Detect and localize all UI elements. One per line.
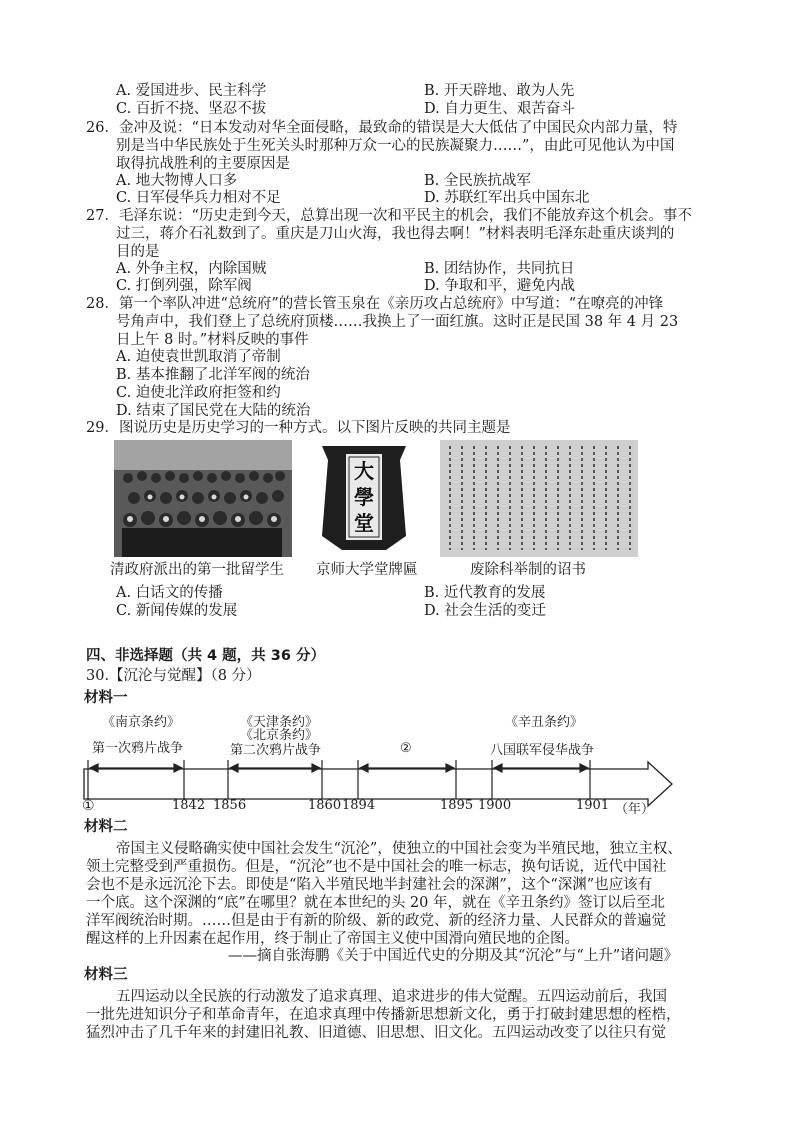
material1-title: 材料一 [84, 690, 128, 706]
plaque-char-2: 學 [354, 485, 374, 509]
material3-line3: 猛烈冲击了几千年来的封建旧礼教、旧道德、旧思想、旧文化。五四运动改变了以往只有觉 [86, 1025, 666, 1041]
q26-option-d: D. 苏联红军出兵中国东北 [424, 190, 590, 206]
section-title: 四、非选择题（共 4 题，共 36 分） [86, 648, 325, 664]
q29-option-a: A. 白话文的传播 [116, 585, 223, 601]
label-xinchou-treaty: 《辛丑条约》 [505, 715, 584, 730]
caption-students: 清政府派出的第一批留学生 [110, 562, 284, 578]
q27-stem-line2: 过三，蒋介石礼数到了。重庆是刀山火海，我也得去啊！”材料表明毛泽东赴重庆谈判的 [116, 226, 675, 242]
q25-option-c: C. 百折不挠、坚忍不拔 [116, 101, 267, 117]
caption-edict: 废除科举制的诏书 [470, 562, 586, 578]
q30-title: 30.【沉沦与觉醒】（8 分） [86, 668, 261, 684]
label-second-opium-war: 第二次鸦片战争 [230, 743, 322, 758]
material2-line1: 帝国主义侵略确实使中国社会发生“沉沦”，使独立的中国社会变为半殖民地，独立主权、 [116, 841, 682, 857]
material2-line2: 领土完整受到严重损伤。但是，“沉沦”也不是中国社会的唯一标志，换句话说，近代中国社 [86, 859, 667, 875]
q26-option-b: B. 全民族抗战军 [424, 173, 531, 189]
tick-1894: 1894 [342, 798, 376, 813]
material2-line3: 会也不是永远沉沦下去。即使是“陷入半殖民地半封建社会的深渊”，这个“深渊”也应该有 [86, 877, 653, 893]
q28-stem-line3: 日上午 8 时。”材料反映的事件 [116, 332, 309, 348]
q28-stem-line1: 28．第一个率队冲进“总统府”的营长管玉泉在《亲历攻占总统府》中写道：“在嘹亮的冲锋 [86, 296, 664, 312]
tick-year-unit: （年） [615, 802, 655, 817]
q27-stem-line1: 27．毛泽东说：“历史走到今天，总算出现一次和平民主的机会，我们不能放弃这个机会。事不 [86, 208, 692, 224]
material3-line1: 五四运动以全民族的行动激发了追求真理、追求进步的伟大觉醒。五四运动前后，我国 [116, 989, 667, 1005]
material2-line6: 醒这样的上升因素在起作用，终于制止了帝国主义使中国滑向殖民地的企图。 [86, 931, 579, 947]
label-blank-2: ② [400, 741, 412, 756]
q28-option-a: A. 迫使袁世凯取消了帝制 [116, 349, 281, 365]
tick-1856: 1856 [213, 798, 247, 813]
material3-title: 材料三 [84, 967, 128, 983]
tick-1860: 1860 [308, 798, 342, 813]
q26-option-a: A. 地大物博人口多 [116, 173, 238, 189]
q29-option-c: C. 新闻传媒的发展 [116, 603, 238, 619]
plaque-char-3: 堂 [354, 511, 374, 535]
q26-stem-line2: 别是当中华民族处于生死关头时那种万众一心的民族凝聚力……”，由此可见他认为中国 [116, 138, 675, 154]
q28-option-b: B. 基本推翻了北洋军阀的统治 [116, 367, 310, 383]
material2-title: 材料二 [84, 819, 128, 835]
tick-1895: 1895 [440, 798, 474, 813]
caption-plaque: 京师大学堂牌匾 [316, 562, 418, 578]
label-nanjing-treaty: 《南京条约》 [102, 715, 181, 730]
q29-option-d: D. 社会生活的变迁 [424, 603, 546, 619]
label-eight-nation-war: 八国联军侵华战争 [490, 743, 595, 758]
tick-1842: 1842 [172, 798, 206, 813]
q27-stem-line3: 目的是 [116, 244, 160, 260]
q29-stem: 29．图说历史是历史学习的一种方式。以下图片反映的共同主题是 [86, 420, 511, 436]
material2-line5: 洋军阀统治时期。……但是由于有新的阶级、新的政党、新的经济力量、人民群众的普遍觉 [86, 913, 666, 929]
material2-line4: 一个底。这个深渊的“底”在哪里？就在本世纪的头 20 年，就在《辛丑条约》签订以后至北 [86, 895, 665, 911]
label-beijing-treaty: 《北京条约》 [240, 728, 319, 743]
q27-option-c: C. 打倒列强，除军阀 [116, 278, 252, 294]
q28-option-c: C. 迫使北洋政府拒签和约 [116, 385, 281, 401]
q25-option-a: A. 爱国进步、民主科学 [116, 83, 267, 99]
tick-1: ① [82, 798, 95, 814]
q25-option-b: B. 开天辟地、敢为人先 [424, 83, 575, 99]
q26-stem-line1: 26．金冲及说：“日本发动对华全面侵略，最致命的错误是大大低估了中国民众内部力量，特 [86, 120, 678, 136]
q26-stem-line3: 取得抗战胜利的主要原因是 [116, 156, 290, 172]
label-tianjin-treaty: 《天津条约》 [240, 715, 319, 730]
q26-option-c: C. 日军侵华兵力相对不足 [116, 190, 281, 206]
q27-option-a: A. 外争主权，内除国贼 [116, 261, 267, 277]
tick-1900: 1900 [478, 798, 512, 813]
q29-option-b: B. 近代教育的发展 [424, 585, 546, 601]
plaque-char-1: 大 [354, 459, 374, 483]
q25-option-d: D. 自力更生、艰苦奋斗 [424, 101, 575, 117]
material2-source: ——摘自张海鹏《关于中国近代史的分期及其“沉沦”与“上升”诸问题》 [228, 948, 679, 964]
q28-stem-line2: 号角声中，我们登上了总统府顶楼……我换上了一面红旗。这时正是民国 38 年 4 月 23 [116, 314, 679, 330]
label-first-opium-war: 第一次鸦片战争 [92, 741, 184, 756]
q28-option-d: D. 结束了国民党在大陆的统治 [116, 403, 311, 419]
q27-option-d: D. 争取和平，避免内战 [424, 278, 575, 294]
q27-option-b: B. 团结协作，共同抗日 [424, 261, 575, 277]
material3-line2: 一批先进知识分子和革命青年，在追求真理中传播新思想新文化，勇于打破封建思想的桎梏， [86, 1007, 681, 1023]
tick-1901: 1901 [576, 798, 610, 813]
